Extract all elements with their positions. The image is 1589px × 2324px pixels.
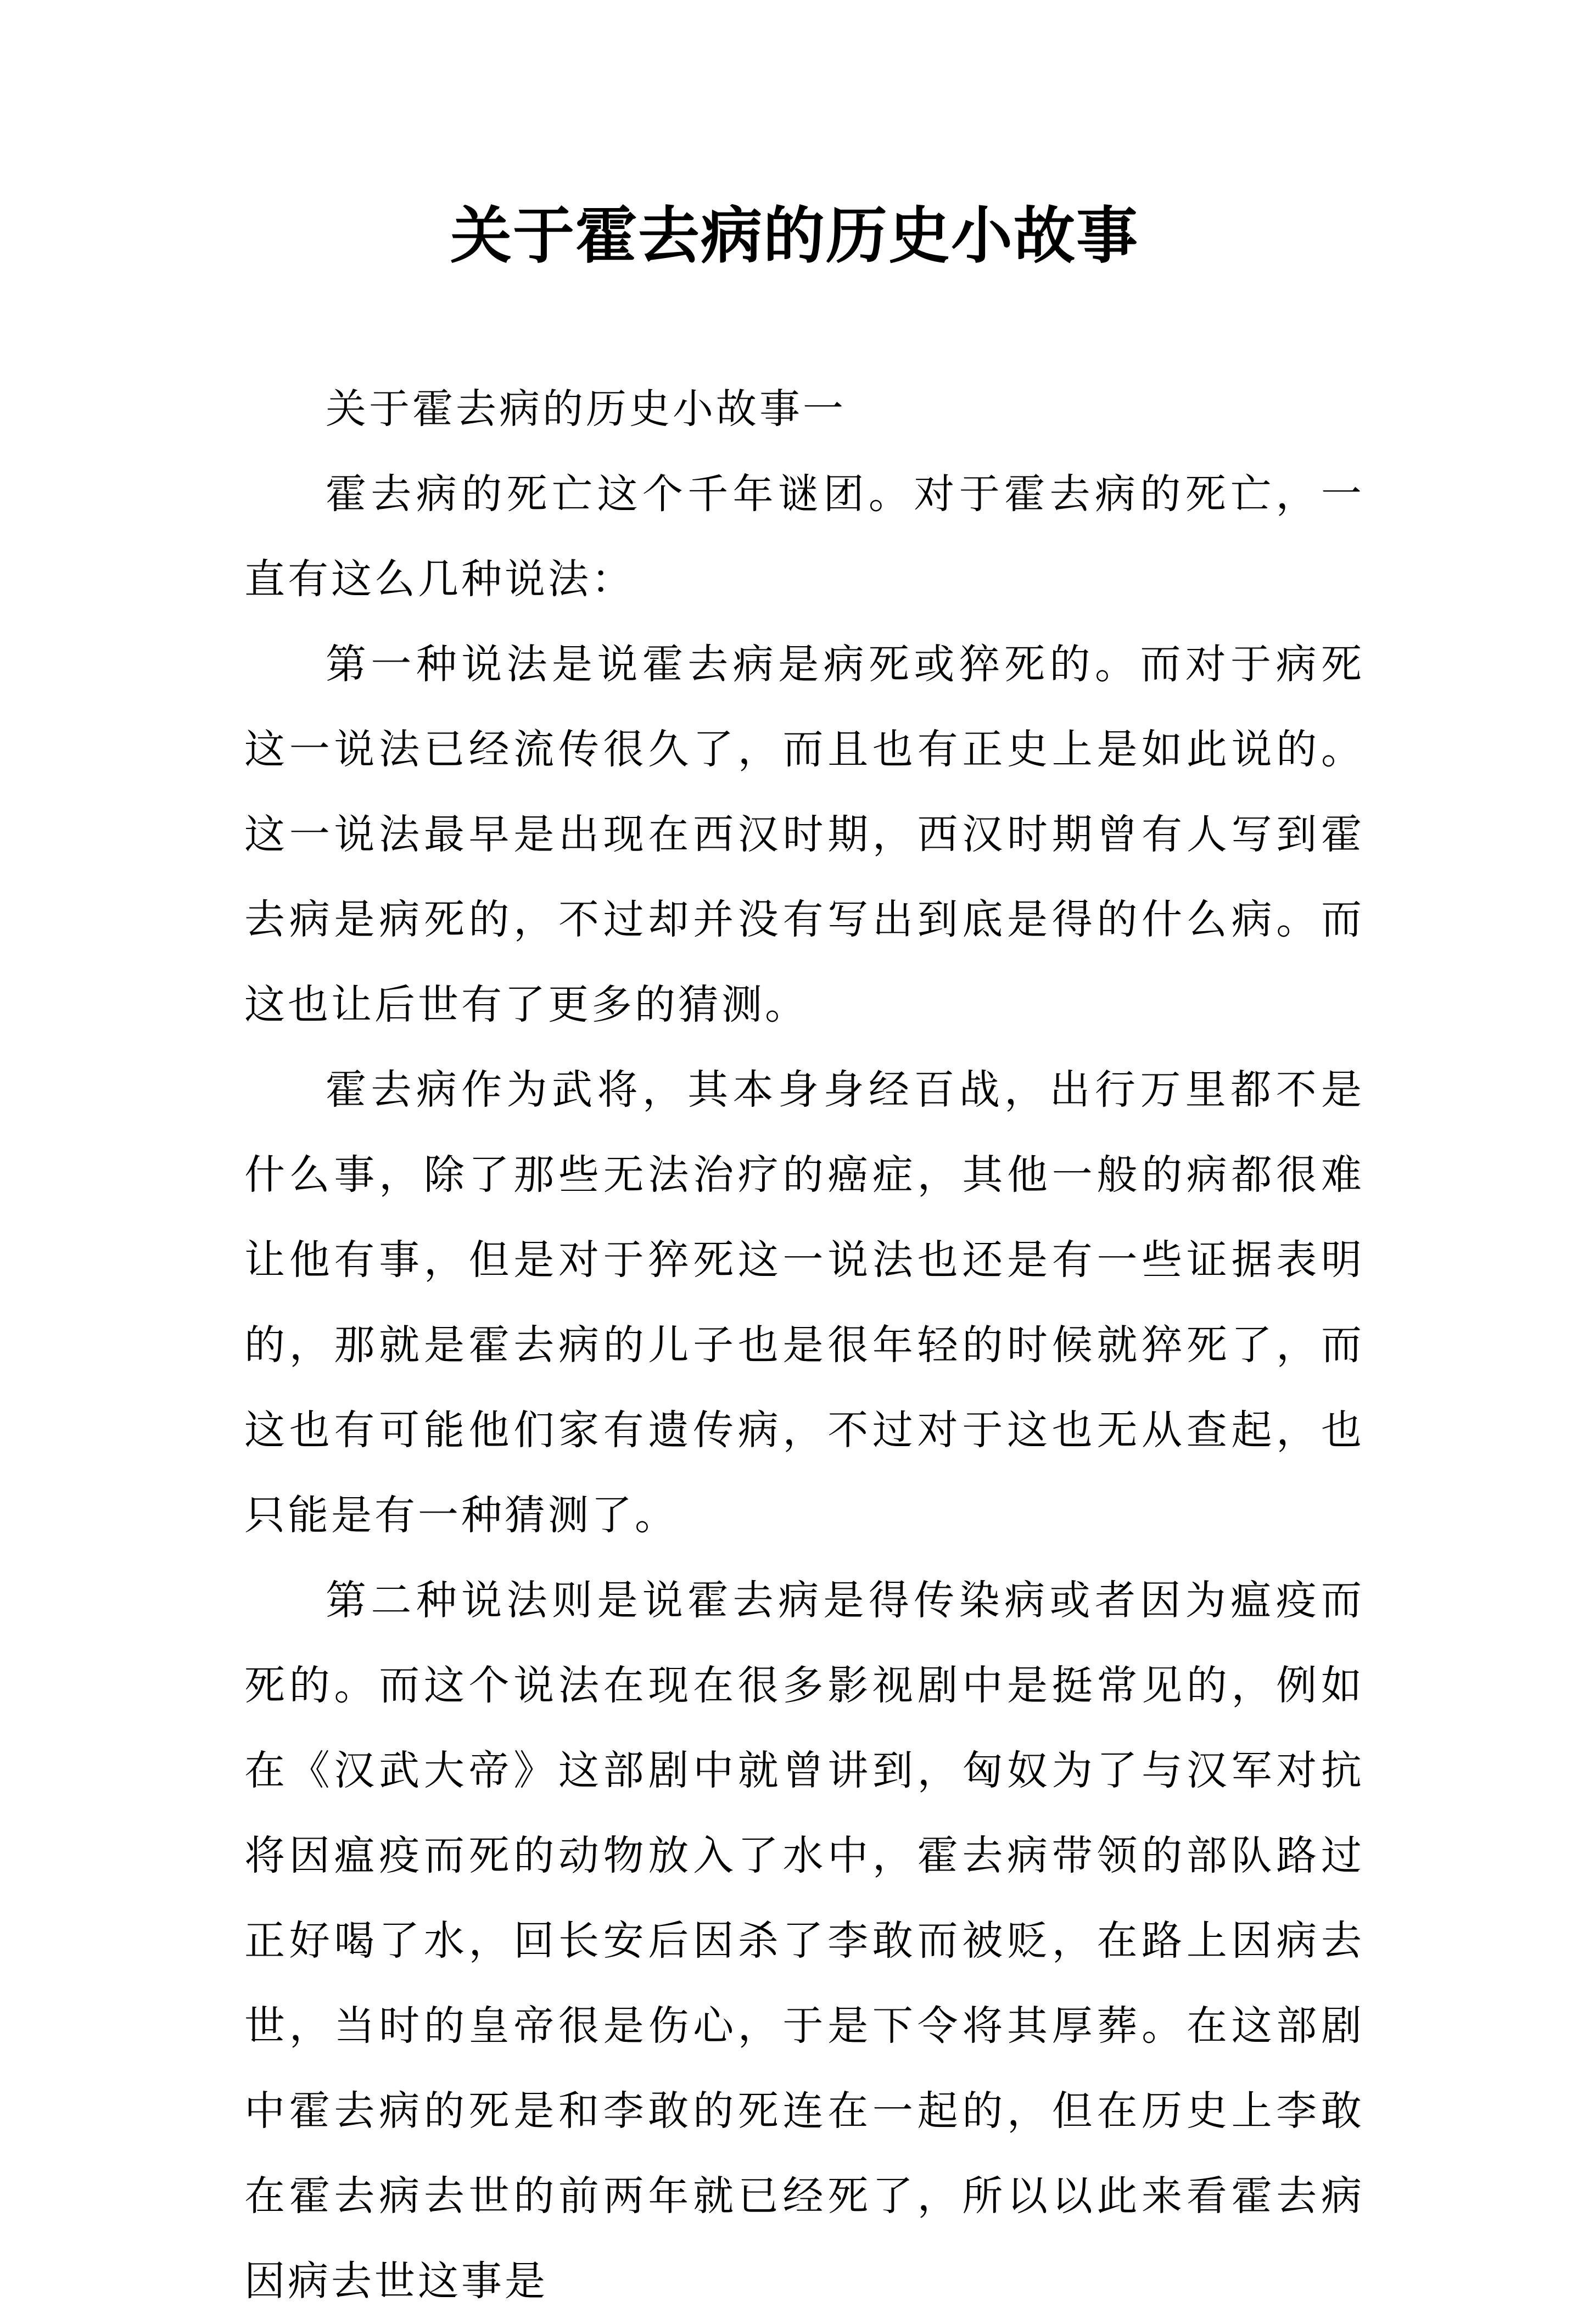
document-body xyxy=(244,367,1364,2324)
document-title: 关于霍去病的历史小故事 xyxy=(450,200,1139,272)
paragraph-second-theory: 第二种说法则是说霍去病是得传染病或者因为瘟疫而死的。而这个说法在现在很多影视剧中是挺常见的，例如在《汉武大帝》这部剧中就曾讲到，匈奴为了与汉军对抗将因瘟疫而死的动物放入了水中，霍去病带领的部队路过正好喝了水，回长安后因杀了李敢而被贬，在路上因病去世，当时的皇帝很是伤心，于是下令将其厚葬。在这部剧中霍去病的死是和李敢的死连在一起的，但在历史上李敢在霍去病去世的前两年就已经死了，所以以此来看霍去病因病去世这事是 xyxy=(244,1577,1364,2305)
paragraph-first-theory: 第一种说法是说霍去病是病死或猝死的。而对于病死这一说法已经流传很久了，而且也有正史上是如此说的。这一说法最早是出现在西汉时期，西汉时期曾有人写到霍去病是病死的，不过却并没有写出到底是得的什么病。而这也让后世有了更多的猜测。 xyxy=(244,641,1364,1028)
paragraph-subtitle: 关于霍去病的历史小故事一 xyxy=(326,385,846,433)
paragraph-sudden-death: 霍去病作为武将，其本身身经百战，出行万里都不是什么事，除了那些无法治疗的癌症，其他一般的病都很难让他有事，但是对于猝死这一说法也还是有一些证据表明的，那就是霍去病的儿子也是很年轻的时候就猝死了，而这也有可能他们家有遗传病，不过对于这也无从查起，也只能是有一种猜测了。 xyxy=(244,1066,1364,1539)
paragraph-intro: 霍去病的死亡这个千年谜团。对于霍去病的死亡，一直有这么几种说法： xyxy=(244,471,1364,603)
